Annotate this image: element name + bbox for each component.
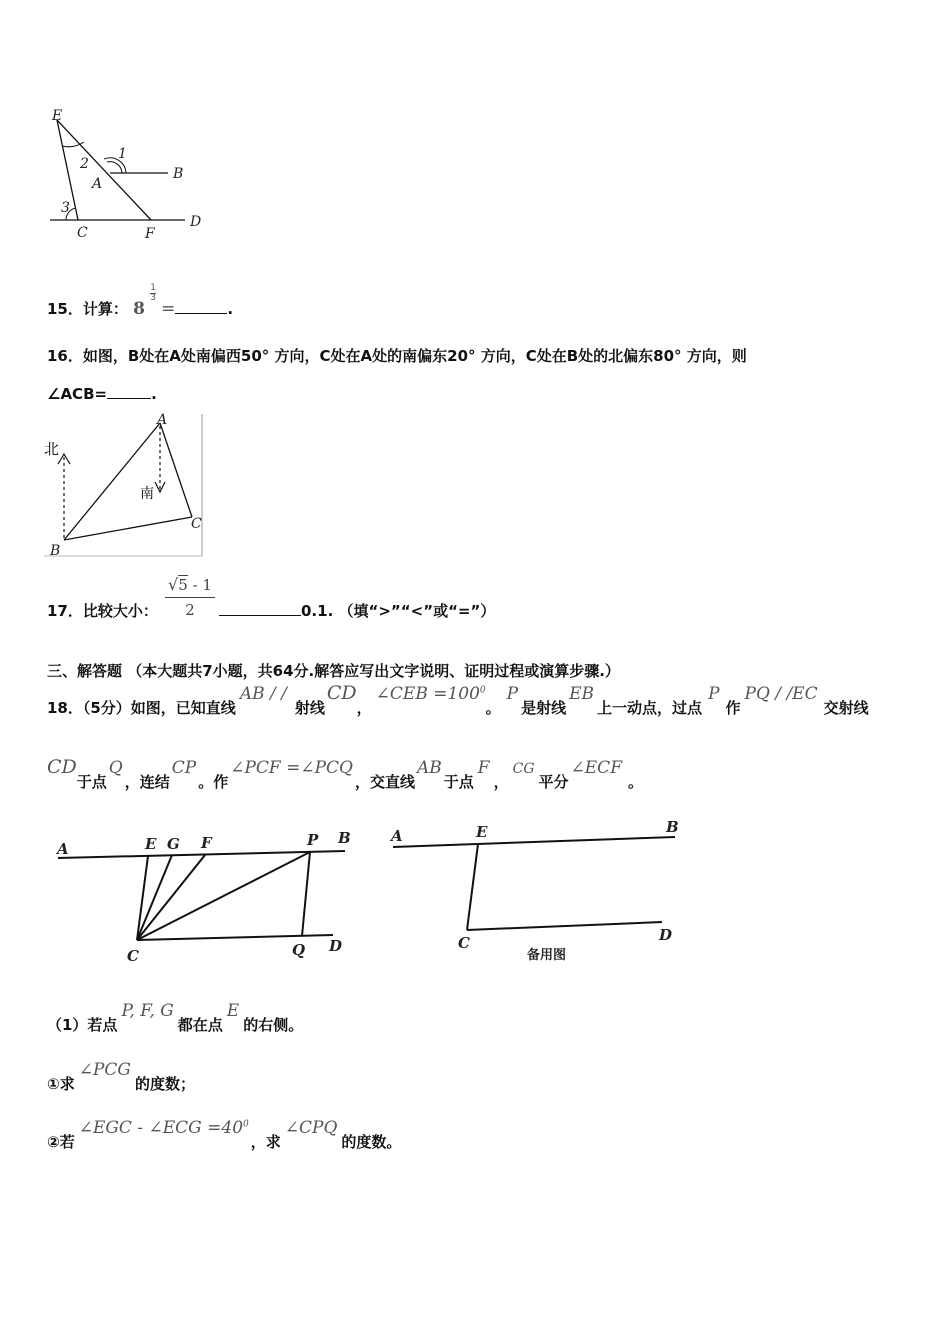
label-a: A [92,176,103,192]
q16-end: . [151,385,157,403]
spare-figure-caption: 备用图 [527,948,567,963]
q18-sub2-t-find: ，求 [250,1133,281,1151]
label-north: 北 [44,440,60,458]
q18-t-end: 。 [628,773,644,791]
q18-t-make2: 。作 [198,773,229,791]
segment-ab [64,423,160,540]
q15-exp-num: 1 [150,283,156,293]
question-16-line1: 16．如图，B处在A处南偏西50° 方向，C处在A处的南偏东20° 方向，C处在B处的北偏东80° 方向，则 [47,347,747,365]
label-p: P [307,831,319,849]
q18-angle-ceb-text: ∠CEB =100 [375,684,480,704]
label-south: 南 [140,486,154,502]
q15-base: 8 [133,299,145,319]
label-d: D [659,926,673,944]
label-e: E [476,823,488,841]
q18-t-ray: 射线 [294,699,325,717]
figure-q18-spare [385,815,695,970]
angle-arc-1 [107,162,122,173]
q18-t-meet-line: ，交直线 [354,773,415,791]
q18-sub2-m-cpq: ∠CPQ [284,1118,338,1138]
question-17-prefix: 17．比较大小： [47,602,158,620]
segment-ac [160,423,192,517]
label-f: F [201,834,212,852]
q18-angle-ceb-degree: 0 [479,685,486,696]
q18-t-bisect: 平分 [538,773,569,791]
label-d: D [329,937,343,955]
q15-number: 15．计算： [47,300,128,318]
q15-answer-blank[interactable] [175,299,227,314]
segment-ef [57,120,151,220]
q18-sub1 [47,1060,195,1094]
label-e: E [52,108,63,124]
q18-part1-m-e: E [226,1001,240,1021]
q18-sub2 [47,1118,402,1152]
label-b: B [666,818,679,836]
ray-cd [467,922,662,930]
q16-answer-blank[interactable] [107,384,151,399]
question-17-answer [219,600,495,621]
q18-m-pq-ec: PQ / /EC [744,684,818,704]
q18-m-cd: CD [326,682,357,704]
q18-t-make: 作 [725,699,741,717]
q18-sub1-label: ①求 [47,1075,75,1093]
q18-m-f: F [477,758,490,778]
q18-sub2-t-deg: 的度数。 [341,1133,402,1151]
q17-answer-blank[interactable] [219,601,301,616]
label-c: C [127,947,139,965]
q18-sub2-label: ②若 [47,1133,75,1151]
q18-t-period: 。 [485,699,501,717]
question-18-line2 [47,756,644,792]
label-a: A [57,840,69,858]
label-a: A [157,412,168,428]
segment-ec [467,844,478,930]
sqrt-icon: √ [168,575,179,594]
q18-part1 [47,1001,304,1035]
q18-sub1-m-pcg: ∠PCG [78,1060,131,1080]
q17-radicand: 5 [178,576,188,594]
q15-exponent [150,284,156,303]
q17-suffix: 0.1. （填“>”“<”或“=”） [301,602,496,620]
q18-t-comma2: ， [493,773,509,791]
q15-exp-den: 3 [150,293,156,303]
q18-t-moving: 上一动点，过点 [597,699,703,717]
label-angle-3: 3 [61,200,70,216]
q18-t-meet-ray: 交射线 [823,699,869,717]
q18-t-at-point2: 于点 [443,773,474,791]
q18-t-connect: ，连结 [124,773,170,791]
q18-part1-t-side: 的右侧。 [243,1016,304,1034]
q18-m-angle-ceb [376,684,486,704]
q18-m-ecf: ∠ECF [570,758,622,778]
q18-t-is-ray: 是射线 [521,699,567,717]
q18-part1-m-pfg: P, F, G [121,1001,174,1021]
q18-m-cd2: CD [47,756,77,778]
segment-cp [137,852,310,940]
label-b: B [338,829,351,847]
q18-m-q: Q [108,758,123,778]
q18-m-ab2: AB [417,758,442,778]
q18-m-p2: P [708,684,720,704]
q18-sub2-m-expr [79,1118,249,1138]
q18-t-comma: ， [356,699,372,717]
q18-m-cp: CP [171,758,197,778]
q18-t-at-point: 于点 [76,773,107,791]
q16-angle-acb: ∠ACB= [47,385,108,403]
label-b: B [173,166,184,182]
q18-sub2-degree: 0 [243,1119,249,1130]
label-angle-1: 1 [118,146,127,162]
label-f: F [145,226,155,242]
segment-pq [302,852,310,936]
q18-m-p: P [506,684,519,704]
q17-fraction [163,575,217,619]
q18-m-ab-parallel: AB / / [239,684,287,704]
label-c: C [458,934,470,952]
q18-part1-label: （1）若点 [47,1016,118,1034]
question-15 [47,283,234,319]
q18-m-angle-pcf: ∠PCF =∠PCQ [230,758,353,778]
segment-bc [64,517,192,540]
label-c: C [191,516,202,532]
label-g: G [167,835,180,853]
question-18-line1 [47,682,869,718]
q17-numerator [163,575,217,597]
q18-number: 18．（5分）如图，已知直线 [47,699,236,717]
line-cd [137,935,333,940]
q18-sub1-t-deg: 的度数； [134,1075,195,1093]
section-3-title: 三、解答题 （本大题共7小题，共64分.解答应写出文字说明、证明过程或演算步骤.） [47,662,620,680]
q15-end: . [227,300,234,318]
question-16-line2 [47,384,157,403]
figure-q18-main [45,818,365,968]
label-d: D [190,214,202,230]
q18-part1-t-right: 都在点 [177,1016,223,1034]
line-ab [393,837,675,847]
label-b: B [50,543,61,559]
q15-equals: = [161,299,176,319]
figure-q14 [40,100,220,250]
q17-num-rest: - 1 [187,576,212,594]
label-angle-2: 2 [80,156,89,172]
label-q: Q [292,941,306,959]
q17-denominator: 2 [185,601,195,619]
label-e: E [145,835,157,853]
q18-m-cg: CG [512,761,535,777]
label-c: C [77,225,88,241]
label-a: A [391,827,403,845]
q18-m-eb: EB [569,684,595,704]
figure-q16 [42,410,207,560]
q18-sub2-expr-text: ∠EGC - ∠ECG =40 [78,1118,244,1138]
